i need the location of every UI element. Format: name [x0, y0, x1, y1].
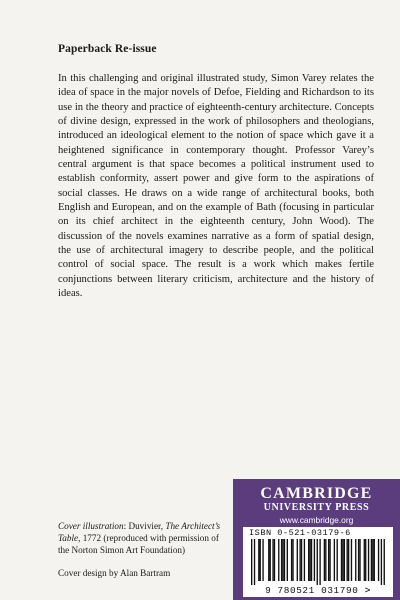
barcode-bar — [348, 539, 349, 581]
barcode-bar — [319, 539, 320, 585]
barcode-bar — [274, 539, 275, 581]
publisher-name: CAMBRIDGE — [260, 485, 373, 502]
barcode-bar — [297, 539, 298, 581]
cover-credit-colon: : — [123, 521, 129, 531]
isbn-text: ISBN 0-521-03179-6 — [249, 528, 351, 538]
barcode-bar — [355, 539, 356, 581]
ean-number — [243, 585, 393, 596]
ean-arrow: > — [364, 585, 371, 596]
barcode-bar — [254, 539, 255, 585]
barcode-bar — [364, 539, 365, 581]
barcode-bar — [344, 539, 345, 581]
barcode-bar — [260, 539, 261, 581]
barcode-bar — [258, 539, 259, 581]
barcode-bar — [329, 539, 330, 581]
barcode-bar — [268, 539, 269, 581]
barcode-bar — [358, 539, 359, 581]
barcode-label — [243, 527, 393, 597]
publisher-panel — [233, 479, 400, 600]
barcode-bar — [270, 539, 271, 581]
ean-digits: 9 780521 031790 — [265, 585, 359, 596]
barcode-bar — [262, 539, 263, 581]
barcode-bar — [291, 539, 292, 581]
barcode-bar — [309, 539, 310, 581]
barcode-bar — [278, 539, 279, 581]
barcode-bar — [314, 539, 315, 581]
barcode-bar — [304, 539, 305, 581]
publisher-url: www.cambridge.org — [279, 515, 354, 525]
reissue-heading: Paperback Re-issue — [58, 43, 157, 55]
barcode-bar — [365, 539, 366, 581]
barcode-bar — [251, 539, 252, 585]
barcode-bar — [334, 539, 335, 581]
barcode-bar — [272, 539, 273, 581]
cover-illustration-credit — [58, 520, 228, 557]
barcode-bar — [287, 539, 288, 581]
cover-design-credit: Cover design by Alan Bartram — [58, 567, 171, 578]
barcode-bar — [359, 539, 360, 581]
barcode-bar — [381, 539, 382, 585]
barcode-bar — [301, 539, 302, 581]
barcode-bar — [281, 539, 282, 581]
barcode-bar — [384, 539, 385, 585]
barcode-bar — [368, 539, 369, 581]
barcode-bar — [351, 539, 352, 581]
barcode-bar — [378, 539, 379, 581]
cover-credit-details: , 1772 (reproduced with permission of the Norton Simon Art Foundation) — [58, 533, 219, 556]
barcode-bar — [342, 539, 343, 581]
barcode-bar — [311, 539, 312, 581]
barcode-bar — [292, 539, 293, 581]
barcode-bar — [325, 539, 326, 581]
barcode-bar — [374, 539, 375, 581]
barcode-bar — [284, 539, 285, 581]
cover-credit-work-title: The Architect’s Table — [58, 521, 221, 544]
cover-illustration-label: Cover illustration — [58, 521, 124, 531]
barcode-bar — [282, 539, 283, 581]
cover-credit-artist: Duvivier, — [128, 521, 166, 531]
barcode-bar — [347, 539, 348, 581]
barcode-bar — [299, 539, 300, 581]
barcode-bar — [324, 539, 325, 581]
barcode-bar — [341, 539, 342, 581]
credits — [58, 520, 228, 579]
barcode-bar — [371, 539, 372, 581]
barcode-bar — [328, 539, 329, 581]
barcode-bar — [317, 539, 318, 585]
barcode-bar — [308, 539, 309, 581]
barcode-bar — [372, 539, 373, 581]
book-description: In this challenging and original illustrated study, Simon Varey relates the idea of space in the major novels of Defoe, Fielding and Richardson to its use in the theory and practice of eighteenth-century architecture. Concepts of divine design, expressed in the work of philosophers and theologians, introduced an ideological element to the notion of space which gave it a heightened significance in contemporary thought. Professor Varey’s central argument is that space becomes a political instrument used to establish conformity, assert power and give form to the aspirations of social classes. He draws on a wide range of architectural books, both English and European, and on the example of Bath (focusing in particular on its chief architect in the eighteenth century, John Wood). The discussion of the novels examines narrative as a form of spatial design, the use of architectural imagery to describe people, and the political control of social space. The result is a work which makes fertile conjunctions between literary criticism, architecture and the history of ideas. — [58, 73, 374, 300]
barcode-bar — [337, 539, 338, 581]
publisher-subtitle: UNIVERSITY PRESS — [263, 502, 370, 513]
barcode-icon — [251, 539, 385, 585]
